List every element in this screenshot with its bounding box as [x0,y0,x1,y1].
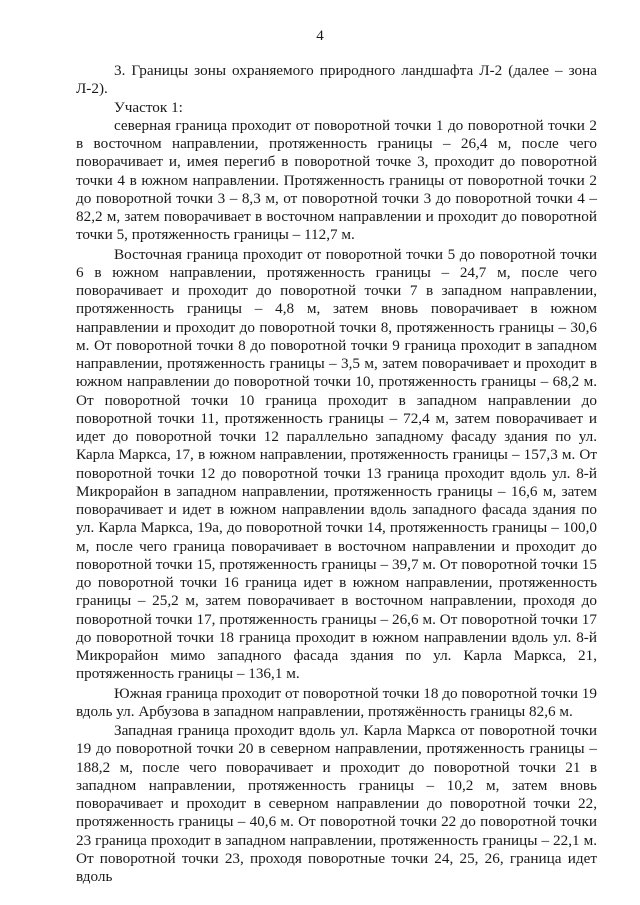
north-boundary-paragraph: северная граница проходит от поворотной точки 1 до поворотной точки 2 в восточном направлении, протяженность границы – 26,4 м, после чего поворачивает и, имея перегиб в поворотной точке 3, проходит до поворотной точки 4 в южном направлении. Протяженность границы от поворотной точки 2 до поворотной точки 3 – 8,3 м, от поворотной точки 3 до поворотной точки 4 – 82,2 м, затем поворачивает в восточном направлении и проходит до поворотной точки 5, протяженность границы – 112,7 м. [76,116,597,244]
document-body [76,62,597,886]
page-number: 4 [316,28,324,44]
west-boundary-paragraph: Западная граница проходит вдоль ул. Карла Маркса от поворотной точки 19 до поворотной точки 20 в северном направлении, протяженность границы – 188,2 м, после чего поворачивает и проходит до поворотной точки 21 в западном направлении, протяженность границы – 10,2 м, затем вновь поворачивает и проходит в северном направлении до поворотной точки 22, протяженность границы – 40,6 м. От поворотной точки 22 до поворотной точки 23 граница проходит в западном направлении, протяженность границы – 22,1 м. От поворотной точки 23, проходя поворотные точки 24, 25, 26, граница идет вдоль [76,722,597,885]
plot-heading: Участок 1: [114,98,183,116]
south-boundary-paragraph: Южная граница проходит от поворотной точки 18 до поворотной точки 19 вдоль ул. Арбузова в западном направлении, протяжённость границы 82,6 м. [76,684,597,720]
east-boundary-paragraph: Восточная граница проходит от поворотной точки 5 до поворотной точки 6 в южном направлении, протяженность границы – 24,7 м, после чего поворачивает и проходит до поворотной точки 7 в западном направлении, протяженность границы – 4,8 м, затем вновь поворачивает в южном направлении и проходит до поворотной точки 8, протяженность границы – 30,6 м. От поворотной точки 8 до поворотной точки 9 граница проходит в западном направлении, протяженность границы – 3,5 м, затем поворачивает и проходит в южном направлении до поворотной точки 10, протяженность границы – 68,2 м. От поворотной точки 10 граница проходит в западном направлении до поворотной точки 11, протяженность границы – 72,4 м, затем поворачивает и идет до поворотной точки 12 параллельно западному фасаду здания по ул. Карла Маркса, 17, в южном направлении, протяженность границы – 157,3 м. От поворотной точки 12 до поворотной точки 13 граница проходит вдоль ул. 8-й Микрорайон в западном направлении, протяженность границы – 16,6 м, затем поворачивает и идет в южном направлении вдоль западного фасада здания по ул. Карла Маркса, 19а, до поворотной точки 14, протяженность границы – 100,0 м, после чего граница поворачивает в восточном направлении и проходит до поворотной точки 15, протяженность границы – 39,7 м. От поворотной точки 15 до поворотной точки 16 граница идет в южном направлении, протяженность границы – 25,2 м, затем поворачивает в восточном направлении, проходя до поворотной точки 17, протяженность границы – 26,6 м. От поворотной точки 17 до поворотной точки 18 граница проходит в южном направлении вдоль ул. 8-й Микрорайон мимо западного фасада здания по ул. Карла Маркса, 21, протяженность границы – 136,1 м. [76,245,597,683]
section-heading: 3. Границы зоны охраняемого природного ландшафта Л-2 (далее – зона Л-2). [76,62,597,98]
